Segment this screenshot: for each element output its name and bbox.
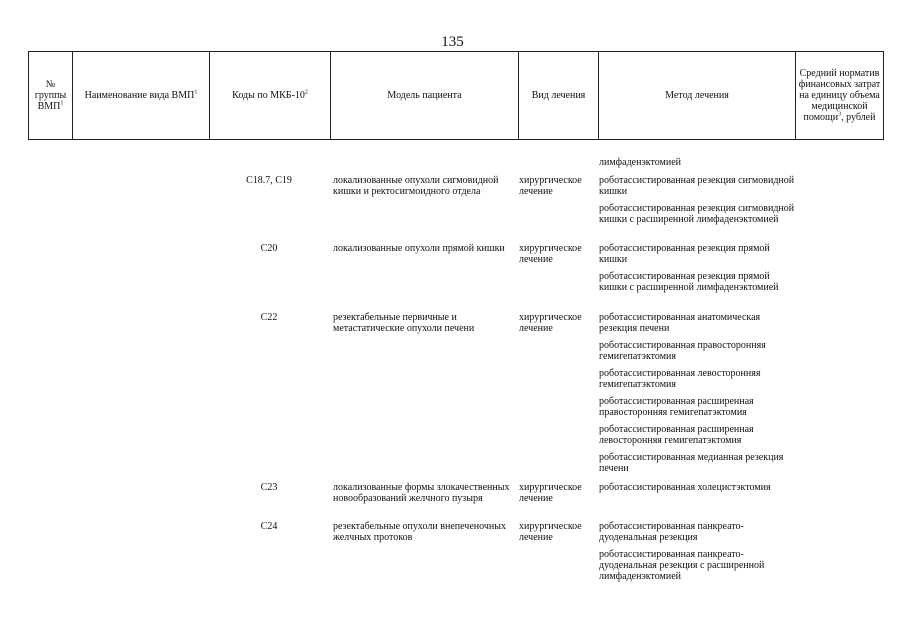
header-treatment-type: Вид лечения (519, 52, 599, 140)
method-text: роботассистированная расширенная левосторонняя гемигепатэктомия (599, 424, 754, 446)
method-text: роботассистированная анатомическая резекция печени (599, 312, 761, 334)
icd-code: C18.7, C19 (246, 175, 292, 186)
method-text: роботассистированная медианная резекция печени (599, 452, 784, 474)
icd-code: C24 (260, 521, 278, 532)
header-patient-model: Модель пациента (331, 52, 519, 140)
patient-model: локализованные опухоли прямой кишки (333, 243, 505, 254)
treatment-type: хирургическое лечение (519, 243, 582, 265)
method-text: роботассистированная правосторонняя гемигепатэктомия (599, 340, 766, 362)
patient-model: локализованные формы злокачественных новообразований желчного пузыря (333, 482, 510, 504)
icd-code: C22 (260, 312, 278, 323)
method-text: роботассистированная резекция сигмовидной кишки (599, 175, 795, 197)
method-text: роботассистированная панкреато-дуоденальная резекция (599, 521, 744, 543)
method-text: роботассистированная резекция прямой кишки (599, 243, 770, 265)
header-group-number: № группы ВМП$^1$ (29, 52, 73, 140)
patient-model: локализованные опухоли сигмовидной кишки и ректосигмоидного отдела (333, 175, 499, 197)
header-treatment-method: Метод лечения (599, 52, 796, 140)
treatment-type: хирургическое лечение (519, 175, 582, 197)
header-vmp-name: Наименование вида ВМП$^1$ (73, 52, 210, 140)
treatment-type: хирургическое лечение (519, 521, 582, 543)
method-text: роботассистированная резекция прямой кишки с расширенной лимфаденэктомией (599, 271, 779, 293)
method-text: роботассистированная левосторонняя гемигепатэктомия (599, 368, 761, 390)
method-text: лимфаденэктомией (599, 157, 682, 168)
method-text: роботассистированная панкреато-дуоденальная резекция с расширенной лимфаденэктомией (599, 549, 765, 582)
icd-code: C23 (260, 482, 278, 493)
patient-model: резектабельные опухоли внепеченочных желчных протоков (333, 521, 506, 543)
page-number: 135 (441, 34, 464, 50)
treatment-type: хирургическое лечение (519, 482, 582, 504)
header-average-cost: Средний норматив финансовых затрат на единицу объема медицинской помощи$^3$, рублей (796, 52, 884, 140)
method-text: роботассистированная холецистэктомия (599, 482, 771, 493)
header-icd-codes: Коды по МКБ-$10^2$ (210, 52, 331, 140)
icd-code: C20 (260, 243, 278, 254)
patient-model: резектабельные первичные и метастатические опухоли печени (333, 312, 475, 334)
method-text: роботассистированная расширенная правосторонняя гемигепатэктомия (599, 396, 754, 418)
treatment-type: хирургическое лечение (519, 312, 582, 334)
method-text: роботассистированная резекция сигмовидной кишки с расширенной лимфаденэктомией (599, 203, 795, 225)
